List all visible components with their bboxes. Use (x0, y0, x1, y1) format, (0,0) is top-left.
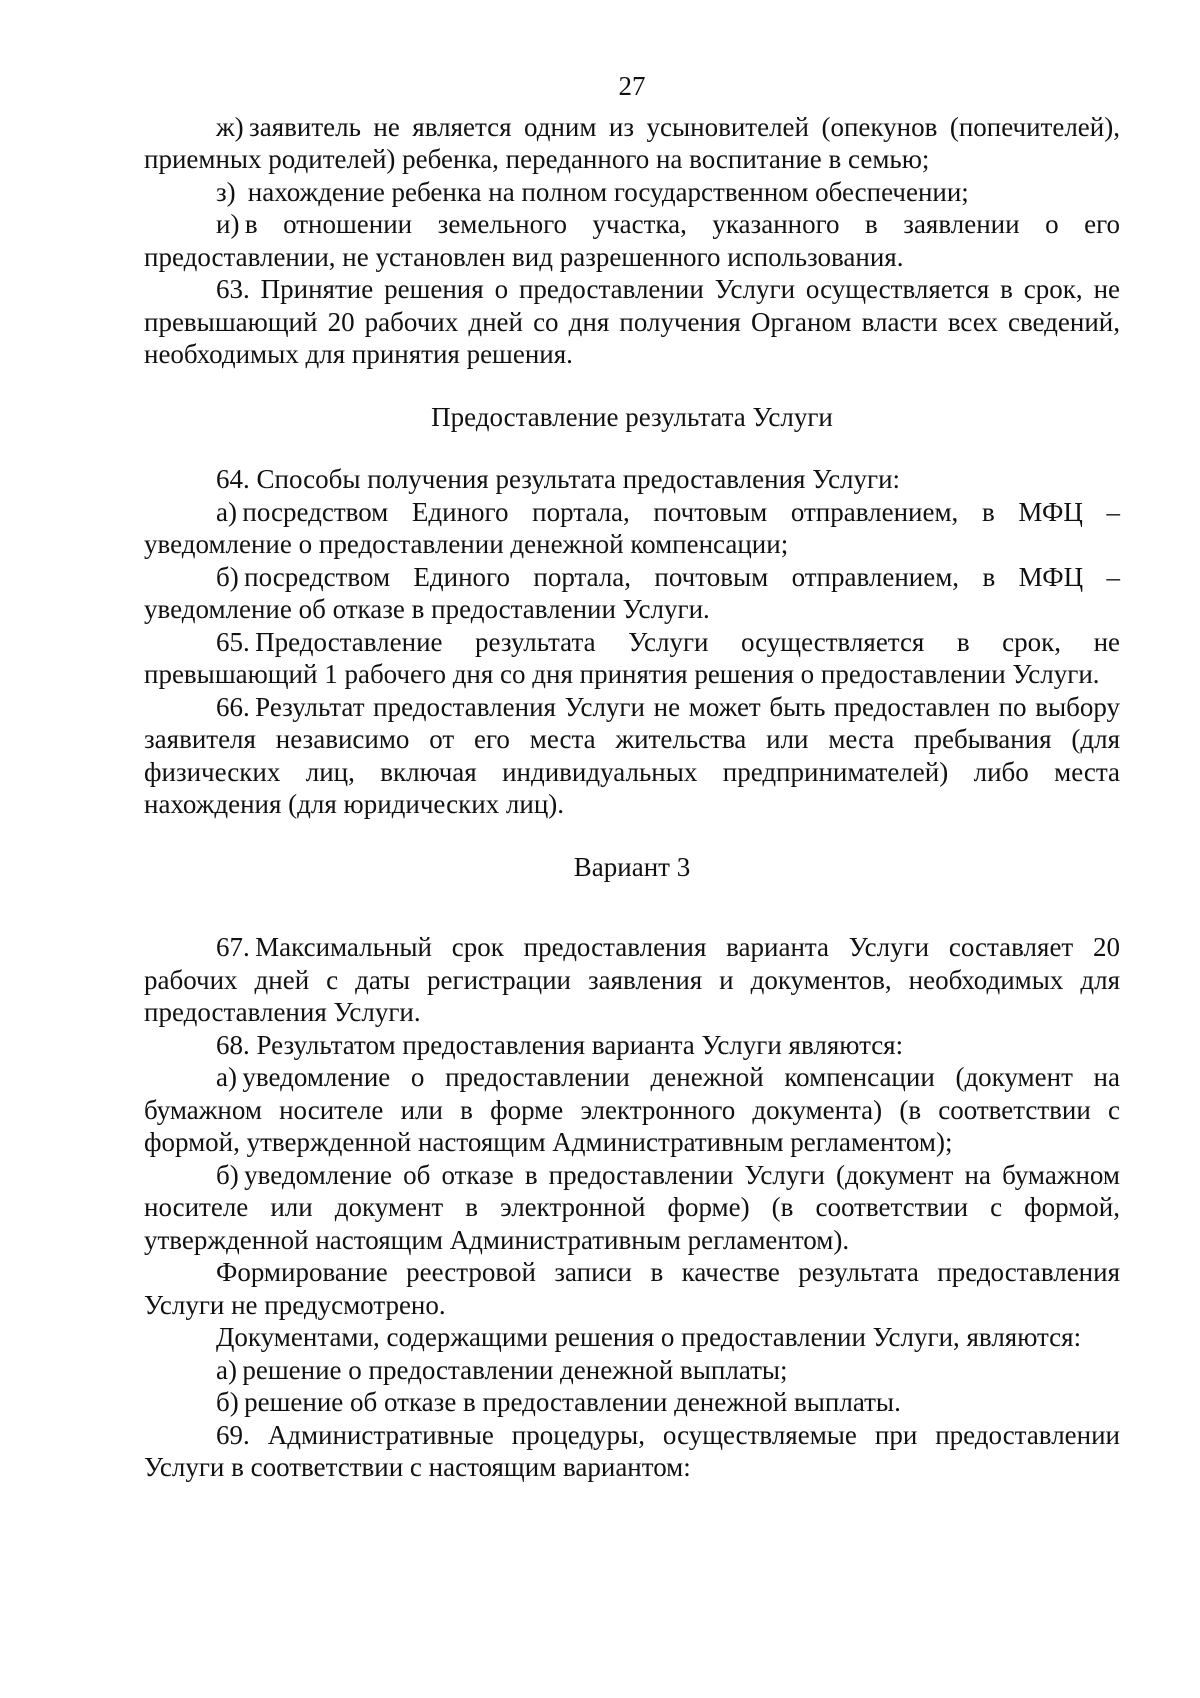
paragraph-64: 64. Способы получения результата предоставления Услуги: (216, 464, 901, 494)
paragraph-decision-a: а) решение о предоставлении денежной выплаты; (216, 1354, 788, 1385)
paragraph-64-b: б) посредством Единого портала, почтовым отправлением, в МФЦ – уведомление об отказе в предоставлении Услуги. (144, 561, 1120, 624)
paragraph-68-b: б) уведомление об отказе в предоставлении Услуги (документ на бумажном носителе или документ в электронной форме) (в соответствии с формой, утвержденной настоящим Административным регламентом). (144, 1159, 1120, 1255)
paragraph-66: 66. Результат предоставления Услуги не может быть предоставлен по выбору заявителя независимо от его места жительства или места пребывания (для физических лиц, включая индивидуальных предпринимателей) либо места нахождения (для юридических лиц). (144, 691, 1120, 819)
paragraph-decision-b: б) решение об отказе в предоставлении денежной выплаты. (216, 1387, 901, 1417)
paragraph-63: 63. Принятие решения о предоставлении Услуги осуществляется в срок, не превышающий 20 рабочих дней со дня получения Органом власти всех сведений, необходимых для принятия решения. (144, 274, 1120, 369)
paragraph-zh: ж) заявитель не является одним из усыновителей (опекунов (попечителей), приемных родителей) ребенка, переданного на воспитание в семью; (144, 111, 1120, 174)
section-heading-result: Предоставление результата Услуги (431, 401, 833, 432)
page-number: 27 (618, 71, 646, 101)
paragraph-65: 65. Предоставление результата Услуги осуществляется в срок, не превышающий 1 рабочего дня со дня принятия решения о предоставлении Услуги. (144, 626, 1120, 689)
paragraph-69: 69. Административные процедуры, осуществляемые при предоставлении Услуги в соответствии с настоящим вариантом: (144, 1419, 1120, 1482)
paragraph-64-a: а) посредством Единого портала, почтовым отправлением, в МФЦ – уведомление о предоставлении денежной компенсации; (144, 496, 1120, 559)
paragraph-68-a: а) уведомление о предоставлении денежной компенсации (документ на бумажном носителе или в форме электронного документа) (в соответствии с формой, утвержденной настоящим Административным регламентом); (144, 1062, 1120, 1157)
paragraph-i: и) в отношении земельного участка, указанного в заявлении о его предоставлении, не установлен вид разрешенного использования. (144, 209, 1120, 272)
paragraph-decision-documents: Документами, содержащими решения о предоставлении Услуги, являются: (216, 1322, 1082, 1352)
paragraph-registry-record: Формирование реестровой записи в качестве результата предоставления Услуги не предусмотрено. (144, 1257, 1120, 1320)
paragraph-z: з) нахождение ребенка на полном государственном обеспечении; (216, 176, 969, 207)
section-heading-variant-3: Вариант 3 (573, 851, 691, 882)
paragraph-67: 67. Максимальный срок предоставления варианта Услуги составляет 20 рабочих дней с даты регистрации заявления и документов, необходимых для предоставления Услуги. (144, 932, 1120, 1027)
paragraph-68: 68. Результатом предоставления варианта Услуги являются: (216, 1029, 904, 1060)
